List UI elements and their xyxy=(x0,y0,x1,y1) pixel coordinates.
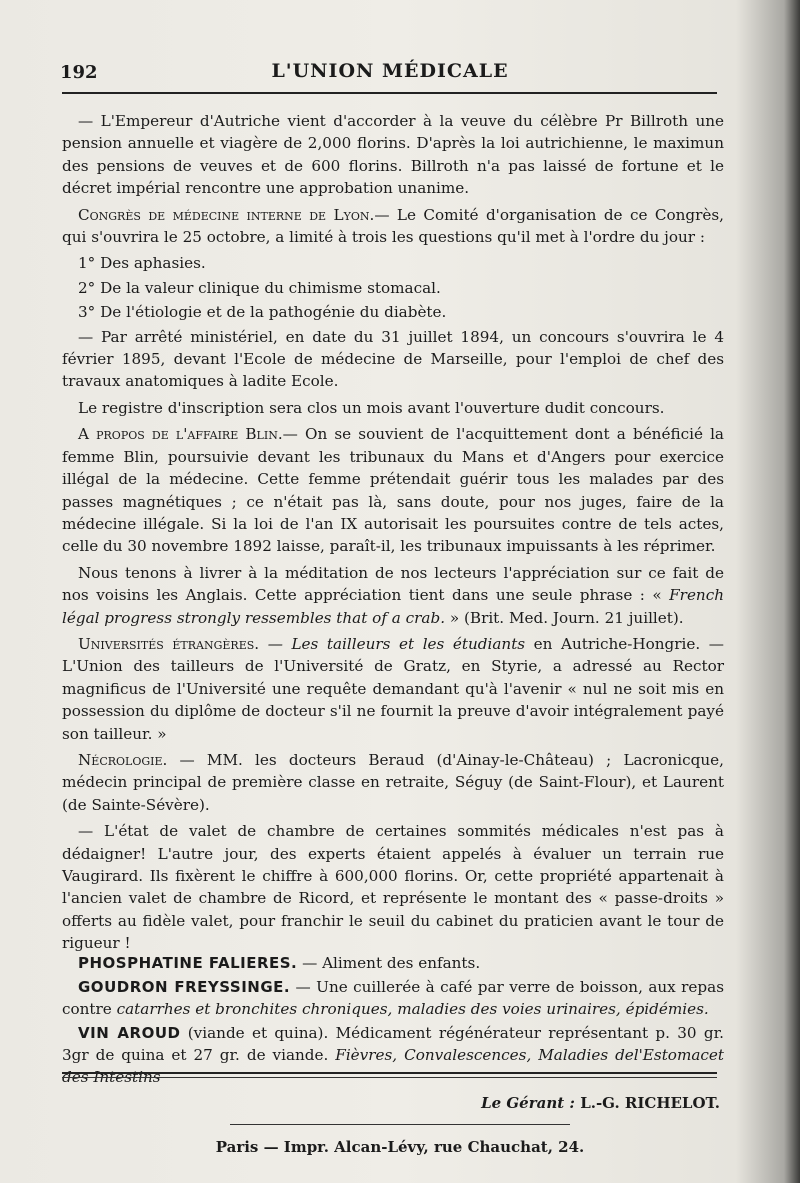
paragraph-lead: Congrès de médecine interne de Lyon. xyxy=(78,205,375,224)
paragraph-affaire-blin xyxy=(62,423,724,557)
paragraph-body: — On se souvient de l'acquittement dont a bénéficié la femme Blin, poursuivie devant les tribunaux du Mans et d'Angers pour exercice illégal de la médecine. Cette femme prétendait guérir tous les malades par des passes magnétiques ; ce n'était pas là, sans doute, pour nos juges, faire de la médecine illégale. Si la loi de l'an IX autorisait les poursuites contre de tels actes, celle du 30 novembre 1892 laisse, paraît-il, les tribunaux impuissants à les réprimer. xyxy=(62,425,724,556)
gerant-signature xyxy=(481,1094,720,1112)
ad-text: — Aliment des enfants. xyxy=(297,954,481,972)
page-header xyxy=(60,58,720,88)
list-item: 3° De l'étiologie et de la pathogénie du diabète. xyxy=(78,303,447,322)
quote-italic: French légal progress strongly ressembles that of a crab. xyxy=(62,586,724,627)
ad-name: VIN AROUD xyxy=(78,1024,181,1042)
quote-after: » (Brit. Med. Journ. 21 juillet). xyxy=(445,608,684,627)
paragraph-universites xyxy=(62,633,724,745)
ad-goudron xyxy=(62,976,724,1020)
paragraph-body: — MM. les docteurs Beraud (d'Ainay-le-Château) ; Lacronicque, médecin principal de première classe en retraite, Séguy (de Saint-Flour), et Laurent (de Sainte-Sévère). xyxy=(62,750,724,814)
list-item: 1° Des aphasies. xyxy=(78,254,206,273)
ad-italic: catarrhes et bronchites chroniques, maladies des voies urinaires, épidémies. xyxy=(116,1000,709,1018)
gerant-name: L.-G. RICHELOT. xyxy=(580,1094,720,1112)
paragraph-registre: Le registre d'inscription sera clos un mois avant l'ouverture dudit concours. xyxy=(78,398,665,417)
header-rule xyxy=(62,92,717,94)
list-item: 2° De la valeur clinique du chimisme stomacal. xyxy=(78,278,441,297)
gerant-label: Le Gérant : xyxy=(481,1094,575,1112)
ad-name: GOUDRON FREYSSINGE. xyxy=(78,978,291,996)
footer-rule-bottom xyxy=(62,1077,717,1078)
imprint: Paris — Impr. Alcan-Lévy, rue Chauchat, 24. xyxy=(215,1138,585,1156)
imprint-rule xyxy=(230,1124,570,1125)
ad-italic: Fièvres, Convalescences, Maladies del'Estomacet des Intestins xyxy=(62,1046,724,1086)
paragraph-billroth: — L'Empereur d'Autriche vient d'accorder à la veuve du célèbre Pr Billroth une pension annuelle et viagère de 2,000 florins. D'après la loi autrichienne, le maximun des pensions de veuves et de 600 florins. Billroth n'a pas laissé de fortune et le décret impérial rencontre une approbation unanime. xyxy=(62,112,724,198)
footer-rule-top xyxy=(62,1072,717,1074)
paragraph-congres-lyon xyxy=(62,204,724,249)
paragraph-lead: A propos de l'affaire Blin. xyxy=(78,425,283,444)
journal-title: L'UNION MÉDICALE xyxy=(271,60,509,82)
ad-phosphatine xyxy=(62,952,724,974)
paragraph-concours: — Par arrêté ministériel, en date du 31 juillet 1894, un concours s'ouvrira le 4 février 1895, devant l'Ecole de médecine de Marseille, pour l'emploi de chef des travaux anatomiques à ladite Ecole. xyxy=(62,327,724,391)
paragraph-lead: Nécrologie. xyxy=(78,750,168,769)
paragraph-anglais xyxy=(62,562,724,629)
paragraph-body: en Autriche-Hongrie. — L'Union des tailleurs de l'Université de Gratz, en Styrie, a adressé au Rector magnificus de l'Université une requête demandant qu'à l'avenir « nul ne soit mis en possession du diplôme de docteur s'il ne fournit la preuve d'avoir intégralement payé son tailleur. » xyxy=(62,634,724,743)
paragraph-necrologie xyxy=(62,749,724,816)
ad-text: — Une cuillerée à café par verre de boisson, aux repas contre xyxy=(62,978,724,1018)
paragraph-italic: — Les tailleurs et les étudiants xyxy=(267,634,526,653)
page-number: 192 xyxy=(60,62,98,83)
paragraph-body: — Le Comité d'organisation de ce Congrès, qui s'ouvrira le 25 octobre, a limité à trois les questions qu'il met à l'ordre du jour : xyxy=(62,205,724,247)
advertisements xyxy=(62,952,724,1090)
paragraph-lead: Universités étrangères. xyxy=(78,634,260,653)
article-body xyxy=(62,110,724,959)
ad-text: (viande et quina). Médicament régénérateur représentant p. 30 gr. 3gr de quina et 27 gr. de viande. xyxy=(62,1024,724,1064)
ad-vin-aroud xyxy=(62,1022,724,1088)
paragraph-valet: — L'état de valet de chambre de certaines sommités médicales n'est pas à dédaigner! L'autre jour, des experts étaient appelés à évaluer un terrain rue Vaugirard. Ils fixèrent le chiffre à 600,000 florins. Or, cette propriété appartenait à l'ancien valet de chambre de Ricord, et représente le montant des « passe-droits » offerts au fidèle valet, pour franchir le seuil du cabinet du praticien avant le tour de rigueur ! xyxy=(62,822,724,953)
ad-name: PHOSPHATINE FALIERES. xyxy=(78,954,298,972)
quote-before: Nous tenons à livrer à la méditation de nos lecteurs l'appréciation sur ce fait de nos voisins les Anglais. Cette appréciation tient dans une seule phrase : « xyxy=(62,563,724,605)
